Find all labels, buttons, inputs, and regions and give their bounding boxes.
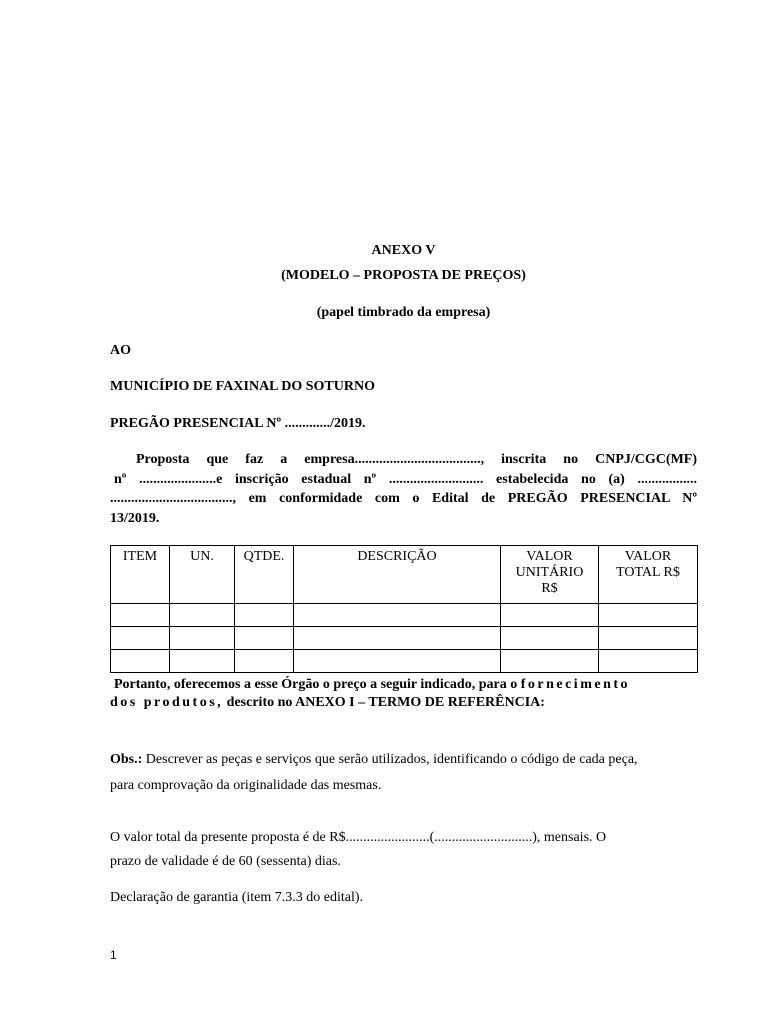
table-cell[interactable] — [170, 604, 235, 627]
table-cell[interactable] — [170, 650, 235, 673]
intro-line-2: nº ......................e inscrição estadual nº ........................... estabelecida no (a) ................. — [114, 472, 697, 487]
col-header-unit-value: VALOR UNITÁRIO R$ — [501, 546, 599, 604]
total-line-2: prazo de validade é de 60 (sessenta) dias. — [110, 854, 341, 869]
table-cell[interactable] — [599, 627, 698, 650]
table-cell[interactable] — [294, 650, 501, 673]
intro-line-1: Proposta que faz a empresa...................................., inscrita no CNPJ/CGC(MF) — [136, 452, 697, 467]
table-cell[interactable] — [235, 604, 294, 627]
table-cell[interactable] — [111, 627, 170, 650]
table-cell[interactable] — [294, 627, 501, 650]
obs-label: Obs.: — [110, 752, 143, 767]
col-header-description: DESCRIÇÃO — [294, 546, 501, 604]
table-row — [111, 604, 698, 627]
addressee-to: AO — [110, 343, 131, 358]
intro-line-4: 13/2019. — [110, 511, 160, 526]
col-header-unit: UN. — [170, 546, 235, 604]
table-cell[interactable] — [599, 650, 698, 673]
proposal-table — [110, 545, 698, 673]
table-cell[interactable] — [501, 650, 599, 673]
offer-line-1-text: Portanto, oferecemos a esse Órgão o preço a seguir indicado, para o — [114, 677, 518, 692]
table-cell[interactable] — [599, 604, 698, 627]
table-cell[interactable] — [111, 650, 170, 673]
obs-line-1 — [110, 751, 697, 769]
annex-title: ANEXO V — [371, 243, 436, 258]
table-cell[interactable] — [235, 650, 294, 673]
annex-subtitle: (MODELO – PROPOSTA DE PREÇOS) — [281, 268, 526, 283]
letterhead-note: (papel timbrado da empresa) — [316, 305, 491, 320]
table-cell[interactable] — [501, 604, 599, 627]
table-cell[interactable] — [294, 604, 501, 627]
warranty-note: Declaração de garantia (item 7.3.3 do edital). — [110, 890, 364, 905]
offer-line-2-text: descrito no ANEXO I – TERMO DE REFERÊNCIA: — [226, 695, 545, 710]
obs-line-2: para comprovação da originalidade das mesmas. — [110, 778, 382, 793]
page-number: 1 — [110, 948, 117, 962]
offer-line-2 — [110, 694, 697, 712]
offer-line-2-spaced: dos produtos, — [110, 695, 224, 710]
table-row — [111, 627, 698, 650]
col-header-total-value: VALOR TOTAL R$ — [599, 546, 698, 604]
col-header-qty: QTDE. — [235, 546, 294, 604]
offer-line-1-spaced: fornecimento — [520, 677, 631, 692]
table-cell[interactable] — [170, 627, 235, 650]
table-header-row — [111, 546, 698, 604]
obs-text-1: Descrever as peças e serviços que serão utilizados, identificando o código de cada peça, — [145, 752, 638, 767]
addressee-municipality: MUNICÍPIO DE FAXINAL DO SOTURNO — [110, 379, 375, 394]
total-line-1: O valor total da presente proposta é de R$........................(............................), mensais. O — [110, 830, 607, 845]
table-cell[interactable] — [235, 627, 294, 650]
bid-number: PREGÃO PRESENCIAL Nº ............./2019. — [110, 416, 366, 431]
table-row — [111, 650, 698, 673]
col-header-item: ITEM — [111, 546, 170, 604]
table-cell[interactable] — [111, 604, 170, 627]
table-cell[interactable] — [501, 627, 599, 650]
intro-line-3: ..................................., em conformidade com o Edital de PREGÃO PRESENCIAL Nº — [110, 491, 697, 506]
offer-line-1 — [114, 676, 697, 694]
